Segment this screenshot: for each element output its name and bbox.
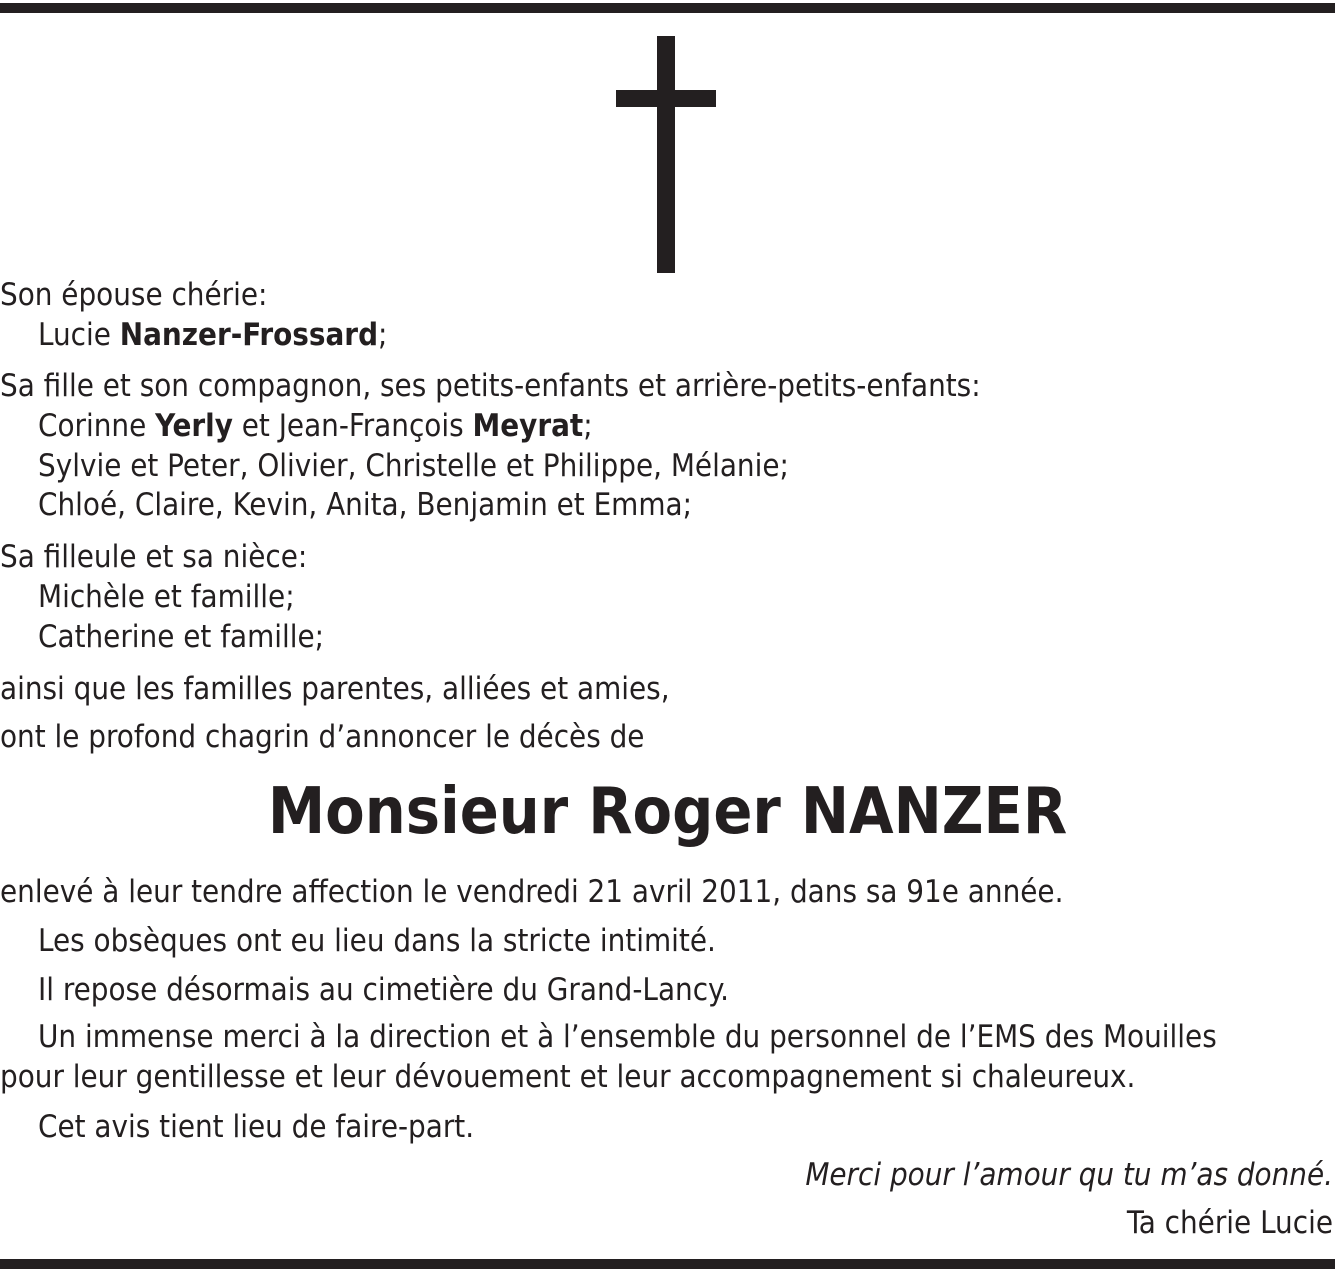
children-heading: Sa fille et son compagnon, ses petits-enfants et arrière-petits-enfants: [0,368,981,404]
bottom-border-rule [0,1259,1335,1269]
top-border-rule [0,3,1335,13]
goddaughter-heading: Sa filleule et sa nièce: [0,539,308,575]
notice-line: Cet avis tient lieu de faire-part. [38,1109,475,1145]
goddaughter-name: Michèle et famille; [38,579,295,615]
thanks-line-1: Un immense merci à la direction et à l’ensemble du personnel de l’EMS des Mouilles [38,1019,1217,1055]
grandchildren-names: Sylvie et Peter, Olivier, Christelle et Philippe, Mélanie; [38,448,789,484]
closing-quote: Merci pour l’amour qu tu m’as donné. [805,1157,1333,1193]
spouse-heading: Son épouse chérie: [0,277,268,313]
signature: Ta chérie Lucie [1126,1205,1333,1241]
deceased-name: Monsieur Roger NANZER [267,775,1068,849]
families-line: ainsi que les familles parentes, alliées et amies, [0,671,670,707]
spouse-name: Lucie Nanzer-Frossard; [38,317,388,353]
funeral-line: Les obsèques ont eu lieu dans la stricte intimité. [38,923,716,959]
thanks-line-2: pour leur gentillesse et leur dévouement et leur accompagnement si chaleureux. [0,1059,1136,1095]
announce-line: ont le profond chagrin d’annoncer le décès de [0,719,645,755]
great-grandchildren-names: Chloé, Claire, Kevin, Anita, Benjamin et Emma; [38,487,693,523]
death-date-line: enlevé à leur tendre affection le vendredi 21 avril 2011, dans sa 91e année. [0,874,1064,910]
resting-place-line: Il repose désormais au cimetière du Grand-Lancy. [38,972,729,1008]
cross-icon [616,36,716,273]
niece-name: Catherine et famille; [38,619,325,655]
children-names: Corinne Yerly et Jean-François Meyrat; [38,408,593,444]
